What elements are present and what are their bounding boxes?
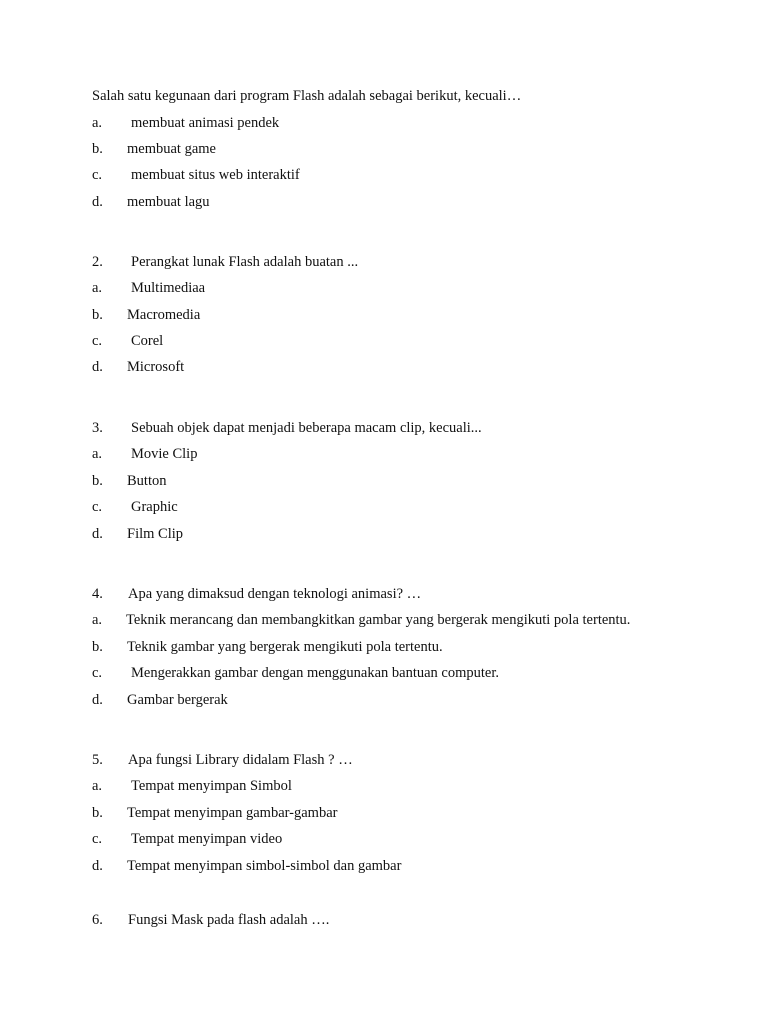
option-letter: c. [92,167,103,183]
option-text: membuat game [127,141,216,157]
option-text: Mengerakkan gambar dengan menggunakan bantuan computer. [131,665,500,681]
option-text: Button [127,473,167,489]
option-letter: d. [92,194,103,210]
option-letter: b. [92,473,103,489]
question-text: Sebuah objek dapat menjadi beberapa macam clip, kecuali... [131,420,482,436]
option-letter: b. [92,141,103,157]
question-text: Apa yang dimaksud dengan teknologi animasi? … [128,586,422,602]
question-text: Perangkat lunak Flash adalah buatan ... [131,254,359,270]
option-text: Graphic [131,499,178,515]
option-text: membuat lagu [127,194,210,210]
option-letter: d. [92,692,103,708]
question-number: 3. [92,420,103,436]
option-text: Corel [131,333,164,349]
option-letter: d. [92,359,103,375]
option-letter: b. [92,805,103,821]
question-number: 5. [92,752,103,768]
option-letter: c. [92,665,103,681]
option-text: Microsoft [127,359,185,375]
option-letter: c. [92,831,103,847]
question-text: Salah satu kegunaan dari program Flash adalah sebagai berikut, kecuali… [92,88,522,104]
option-letter: b. [92,307,103,323]
option-text: membuat animasi pendek [131,115,280,131]
option-letter: a. [92,778,103,794]
option-letter: a. [92,115,103,131]
option-letter: a. [92,280,103,296]
option-letter: a. [92,446,103,462]
option-text: Tempat menyimpan simbol-simbol dan gambar [127,858,402,874]
option-text: Macromedia [127,307,201,323]
option-text: Tempat menyimpan gambar-gambar [127,805,338,821]
option-letter: b. [92,639,103,655]
option-text: membuat situs web interaktif [131,167,300,183]
question-text: Fungsi Mask pada flash adalah …. [128,912,330,928]
option-letter: c. [92,333,103,349]
question-number: 6. [92,912,103,928]
question-number: 4. [92,586,103,602]
option-text: Multimediaa [131,280,206,296]
option-text: Tempat menyimpan Simbol [131,778,292,794]
option-letter: d. [92,526,103,542]
option-text: Teknik gambar yang bergerak mengikuti pola tertentu. [127,639,443,655]
option-text: Gambar bergerak [127,692,228,708]
question-text: Apa fungsi Library didalam Flash ? … [128,752,353,768]
option-letter: d. [92,858,103,874]
option-letter: a. [92,612,103,628]
option-text: Film Clip [127,526,184,542]
option-text: Teknik merancang dan membangkitkan gambar yang bergerak mengikuti pola tertentu. [126,612,631,628]
option-text: Tempat menyimpan video [131,831,283,847]
question-number: 2. [92,254,103,270]
option-letter: c. [92,499,103,515]
option-text: Movie Clip [131,446,198,462]
